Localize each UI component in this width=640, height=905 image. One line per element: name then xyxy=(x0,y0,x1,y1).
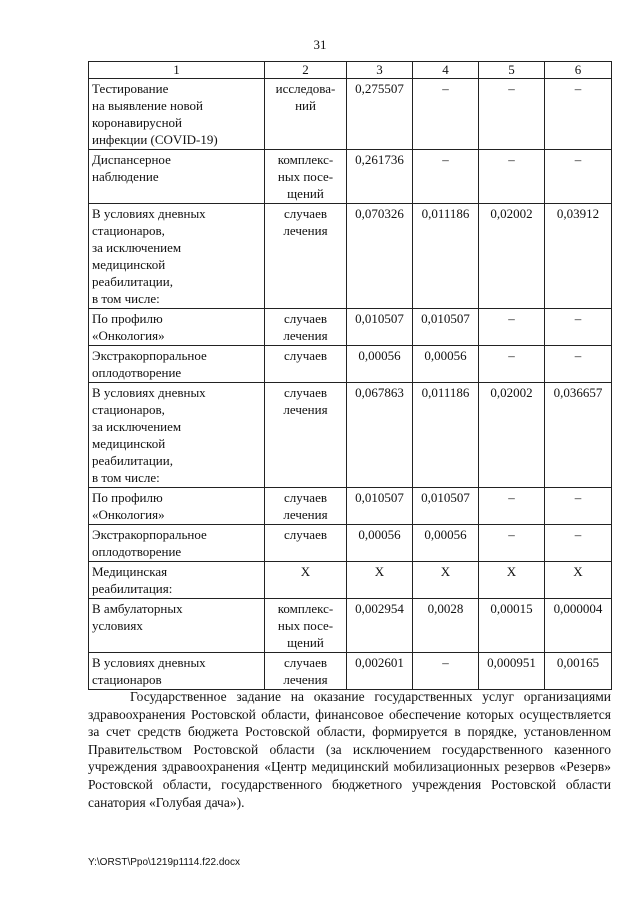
table-row xyxy=(89,562,612,599)
value-cell: 0,070326 xyxy=(347,204,413,309)
page-number: 31 xyxy=(313,37,327,52)
value-cell: 0,275507 xyxy=(347,79,413,150)
value-cell: 0,002954 xyxy=(347,599,413,653)
value-cell: – xyxy=(479,525,545,562)
unit-cell: случаев лечения xyxy=(265,488,347,525)
unit-cell: случаев xyxy=(265,525,347,562)
value-cell: Х xyxy=(545,562,612,599)
value-cell: – xyxy=(545,525,612,562)
value-cell: 0,261736 xyxy=(347,150,413,204)
unit-cell: случаев лечения xyxy=(265,309,347,346)
value-cell: 0,010507 xyxy=(413,309,479,346)
value-cell: – xyxy=(545,488,612,525)
value-cell: 0,010507 xyxy=(347,309,413,346)
value-cell: – xyxy=(479,150,545,204)
value-cell: 0,067863 xyxy=(347,383,413,488)
row-label-cell: В условиях дневных стационаров, за исключением медицинской реабилитации, в том числе: xyxy=(89,383,265,488)
value-cell: 0,010507 xyxy=(413,488,479,525)
value-cell: 0,00056 xyxy=(413,346,479,383)
value-cell: 0,02002 xyxy=(479,204,545,309)
value-cell: 0,011186 xyxy=(413,383,479,488)
unit-cell: комплекс- ных посе- щений xyxy=(265,150,347,204)
value-cell: 0,0028 xyxy=(413,599,479,653)
row-label-cell: В амбулаторных условиях xyxy=(89,599,265,653)
unit-cell: случаев лечения xyxy=(265,204,347,309)
value-cell: – xyxy=(479,79,545,150)
value-cell: 0,02002 xyxy=(479,383,545,488)
value-cell: 0,00165 xyxy=(545,653,612,690)
value-cell: Х xyxy=(347,562,413,599)
value-cell: 0,036657 xyxy=(545,383,612,488)
value-cell: 0,000951 xyxy=(479,653,545,690)
row-label-cell: Экстракорпоральное оплодотворение xyxy=(89,346,265,383)
table-header-cell: 1 xyxy=(89,62,265,79)
value-cell: – xyxy=(479,488,545,525)
body-paragraph: Государственное задание на оказание государственных услуг организациями здравоохранения Ростовской области, финансовое обеспечение которых осуществляется за счет средств бюджета Ростовской области, формируется в порядке, установленном Правительством Ростовской области (за исключением государственного казенного учреждения здравоохранения «Центр медицинский мобилизационных резервов «Резерв» Ростовской области, государственного бюджетного учреждения Ростовской области санатория «Голубая дача»). xyxy=(88,689,611,810)
unit-cell: исследова- ний xyxy=(265,79,347,150)
table-row xyxy=(89,79,612,150)
table-row xyxy=(89,150,612,204)
row-label-cell: По профилю «Онкология» xyxy=(89,488,265,525)
value-cell: 0,00056 xyxy=(413,525,479,562)
value-cell: – xyxy=(413,653,479,690)
row-label-cell: Тестирование на выявление новой коронавирусной инфекции (COVID-19) xyxy=(89,79,265,150)
value-cell: 0,010507 xyxy=(347,488,413,525)
unit-cell: комплекс- ных посе- щений xyxy=(265,599,347,653)
row-label-cell: Медицинская реабилитация: xyxy=(89,562,265,599)
table-row xyxy=(89,383,612,488)
unit-cell: случаев лечения xyxy=(265,383,347,488)
value-cell: 0,011186 xyxy=(413,204,479,309)
value-cell: – xyxy=(545,309,612,346)
value-cell: – xyxy=(413,150,479,204)
table-row xyxy=(89,653,612,690)
value-cell: – xyxy=(545,79,612,150)
table-header-cell: 6 xyxy=(545,62,612,79)
table-row xyxy=(89,346,612,383)
value-cell: – xyxy=(413,79,479,150)
table-header-cell: 2 xyxy=(265,62,347,79)
value-cell: 0,00056 xyxy=(347,346,413,383)
value-cell: Х xyxy=(479,562,545,599)
table-header-row xyxy=(89,62,612,79)
table-row xyxy=(89,488,612,525)
table-row xyxy=(89,204,612,309)
value-cell: Х xyxy=(413,562,479,599)
unit-cell: случаев лечения xyxy=(265,653,347,690)
value-cell: – xyxy=(479,346,545,383)
table-row xyxy=(89,599,612,653)
row-label-cell: В условиях дневных стационаров, за исключением медицинской реабилитации, в том числе: xyxy=(89,204,265,309)
table-row xyxy=(89,309,612,346)
value-cell: – xyxy=(545,150,612,204)
unit-cell: Х xyxy=(265,562,347,599)
row-label-cell: Экстракорпоральное оплодотворение xyxy=(89,525,265,562)
table-header-cell: 5 xyxy=(479,62,545,79)
row-label-cell: В условиях дневных стационаров xyxy=(89,653,265,690)
table-header-cell: 4 xyxy=(413,62,479,79)
data-table xyxy=(88,61,612,690)
value-cell: – xyxy=(545,346,612,383)
value-cell: 0,03912 xyxy=(545,204,612,309)
value-cell: 0,002601 xyxy=(347,653,413,690)
row-label-cell: Диспансерное наблюдение xyxy=(89,150,265,204)
row-label-cell: По профилю «Онкология» xyxy=(89,309,265,346)
table-header-cell: 3 xyxy=(347,62,413,79)
value-cell: 0,000004 xyxy=(545,599,612,653)
value-cell: 0,00015 xyxy=(479,599,545,653)
table-row xyxy=(89,525,612,562)
value-cell: 0,00056 xyxy=(347,525,413,562)
file-path-footer: Y:\ORST\Ppo\1219p1114.f22.docx xyxy=(88,857,240,868)
unit-cell: случаев xyxy=(265,346,347,383)
value-cell: – xyxy=(479,309,545,346)
